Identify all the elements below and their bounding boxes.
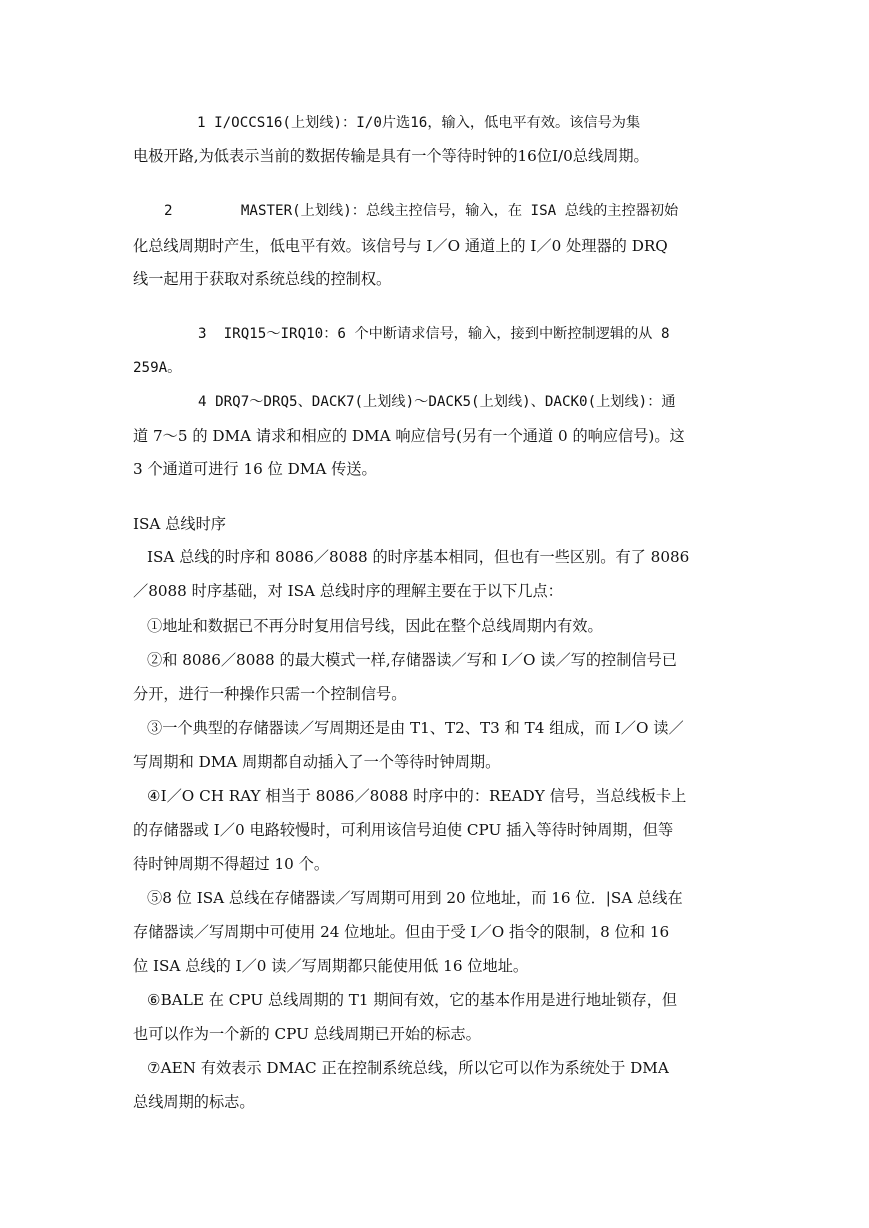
text-line: 化总线周期时产生，低电平有效。该信号与 I／O 通道上的 I／0 处理器的 DRQ	[133, 237, 668, 255]
text-line: ②和 8086／8088 的最大模式一样,存储器读／写和 I／O 读／写的控制信号已	[147, 651, 677, 669]
text-line: 259A。	[133, 360, 182, 376]
text-line: 也可以作为一个新的 CPU 总线周期已开始的标志。	[133, 1025, 481, 1043]
text-line: ④I／O CH RAY 相当于 8086／8088 时序中的：READY 信号，当总线板卡上	[147, 787, 687, 805]
text-line: 电极开路,为低表示当前的数据传输是具有一个等待时钟的16位I/0总线周期。	[133, 147, 649, 165]
text-line: ③一个典型的存储器读／写周期还是由 T1、T2、T3 和 T4 组成，而 I／O 读／	[147, 719, 684, 737]
text-line: 位 ISA 总线的 I／0 读／写周期都只能使用低 16 位地址。	[133, 957, 529, 975]
text-line: ⑦AEN 有效表示 DMAC 正在控制系统总线，所以它可以作为系统处于 DMA	[147, 1059, 669, 1077]
text-line: 4 DRQ7～DRQ5、DACK7(上划线)～DACK5(上划线)、DACK0(上划线)：通	[198, 394, 676, 410]
text-line: 3 IRQ15～IRQ10：6 个中断请求信号，输入，接到中断控制逻辑的从 8	[198, 326, 670, 342]
text-line: 写周期和 DMA 周期都自动插入了一个等待时钟周期。	[133, 753, 501, 771]
text-line: 分开，进行一种操作只需一个控制信号。	[133, 685, 407, 703]
text-line: 总线周期的标志。	[133, 1093, 255, 1111]
section-heading: ISA 总线时序	[133, 515, 226, 533]
text-line: ISA 总线的时序和 8086／8088 的时序基本相同，但也有一些区别。有了 8086	[147, 548, 690, 566]
text-line: ⑥BALE 在 CPU 总线周期的 T1 期间有效，它的基本作用是进行地址锁存，但	[147, 991, 678, 1009]
text-line: 3 个通道可进行 16 位 DMA 传送。	[133, 460, 377, 478]
text-line: ①地址和数据已不再分时复用信号线，因此在整个总线周期内有效。	[147, 617, 603, 635]
text-line: ／8088 时序基础，对 ISA 总线时序的理解主要在于以下几点：	[133, 582, 563, 600]
text-line: 2 MASTER(上划线)：总线主控信号，输入，在 ISA 总线的主控器初始	[164, 203, 679, 219]
text-line: 1 I/OCCS16(上划线)：I/0片选16，输入，低电平有效。该信号为集	[197, 115, 641, 131]
text-line: 线一起用于获取对系统总线的控制权。	[133, 270, 392, 288]
text-line: 存储器读／写周期中可使用 24 位地址。但由于受 I／O 指令的限制，8 位和 16	[133, 923, 670, 941]
text-line: 道 7～5 的 DMA 请求和相应的 DMA 响应信号(另有一个通道 0 的响应信号)。这	[133, 427, 685, 445]
text-line: 的存储器或 I／0 电路较慢时，可利用该信号迫使 CPU 插入等待时钟周期，但等	[133, 821, 674, 839]
text-line: ⑤8 位 ISA 总线在存储器读／写周期可用到 20 位地址，而 16 位．|SA 总线在	[147, 889, 683, 907]
text-line: 待时钟周期不得超过 10 个。	[133, 855, 330, 873]
